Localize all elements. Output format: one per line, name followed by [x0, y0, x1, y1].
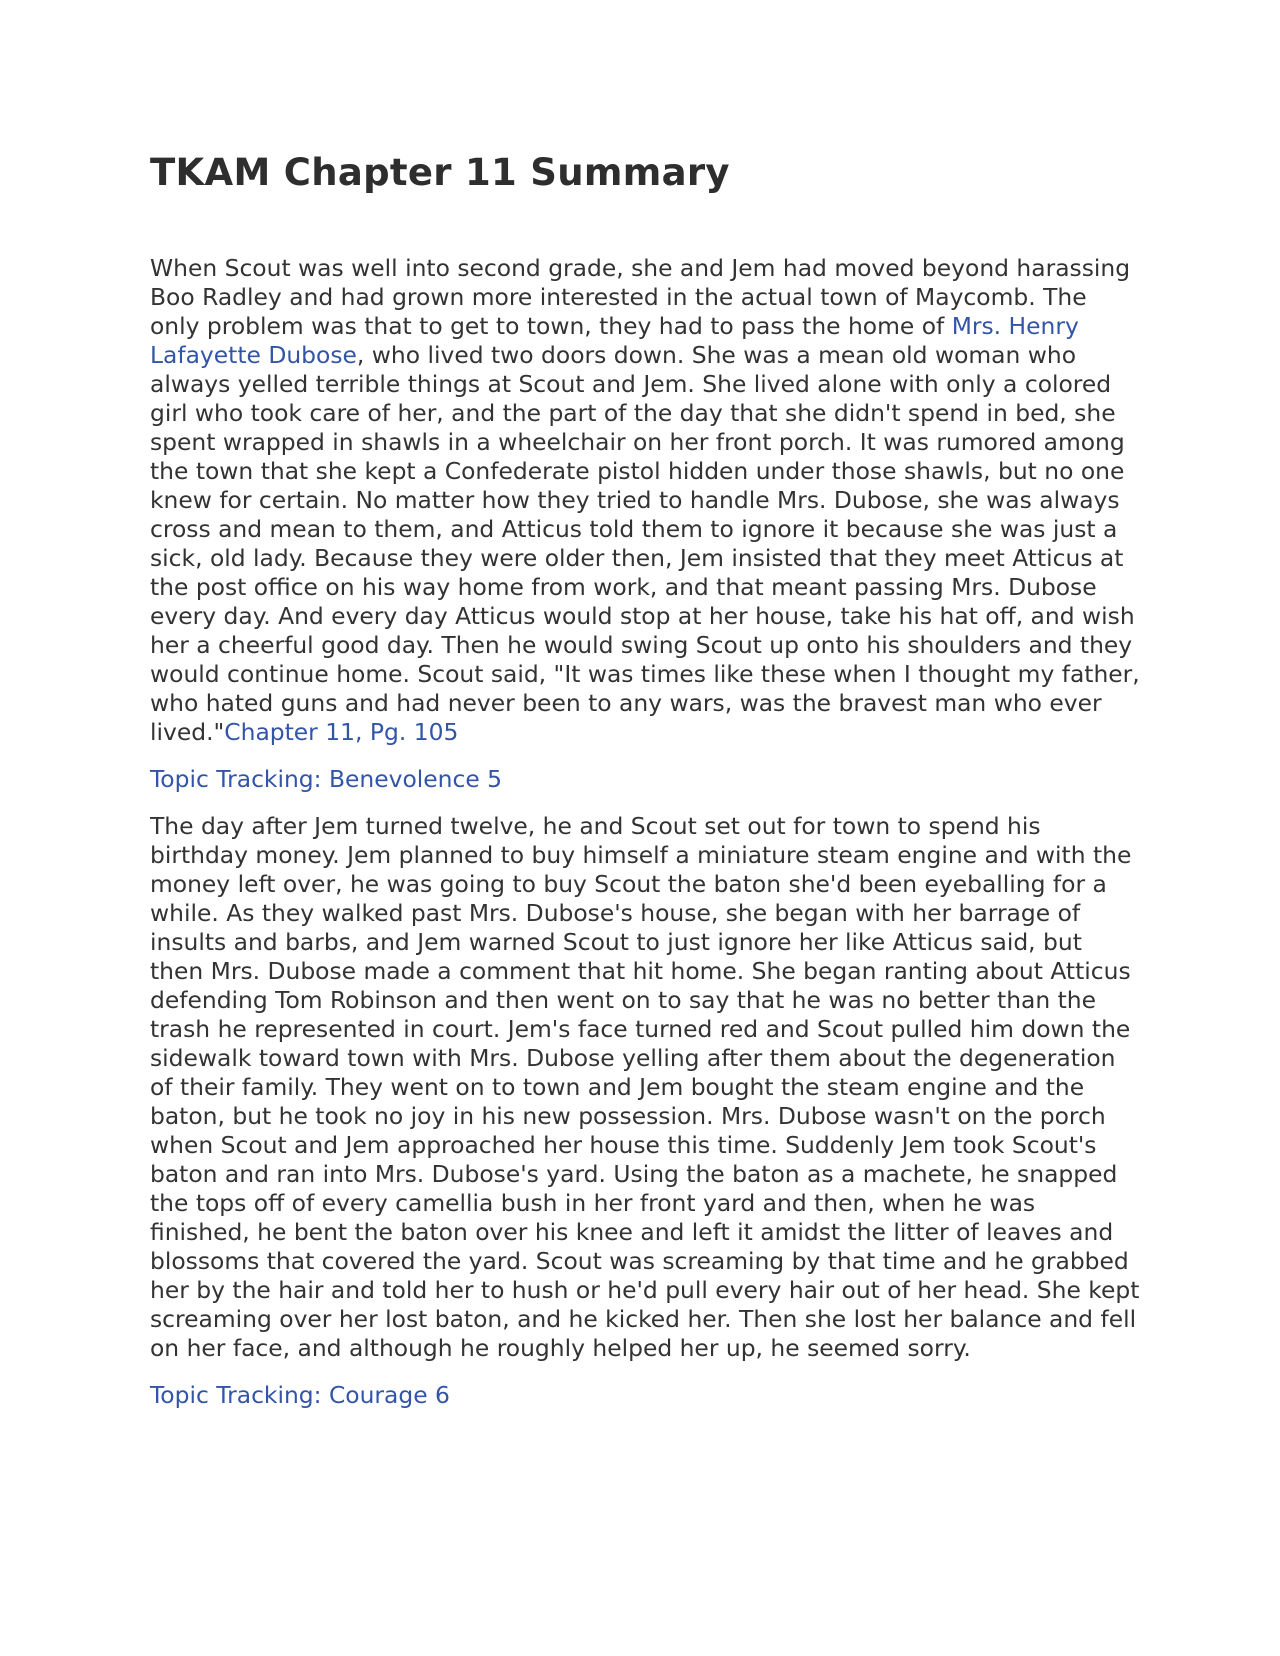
link-topic-benevolence[interactable]: Topic Tracking: Benevolence 5: [150, 765, 503, 793]
link-chapter-citation[interactable]: Chapter 11, Pg. 105: [224, 718, 459, 746]
summary-paragraph-2: The day after Jem turned twelve, he and Scout set out for town to spend his birthday money. Jem planned to buy himself a miniature steam engine and with the money left over, he was going to buy Scout the baton she'd been eyeballing for a while. As they walked past Mrs. Dubose's house, she began with her barrage of insults and barbs, and Jem warned Scout to just ignore her like Atticus said, but then Mrs. Dubose made a comment that hit home. She began ranting about Atticus defending Tom Robinson and then went on to say that he was no better than the trash he represented in court. Jem's face turned red and Scout pulled him down the sidewalk toward town with Mrs. Dubose yelling after them about the degeneration of their family. They went on to town and Jem bought the steam engine and the baton, but he took no joy in his new possession. Mrs. Dubose wasn't on the porch when Scout and Jem approached her house this time. Suddenly Jem took Scout's baton and ran into Mrs. Dubose's yard. Using the baton as a machete, he snapped the tops off of every camellia bush in her front yard and then, when he was finished, he bent the baton over his knee and left it amidst the litter of leaves and blossoms that covered the yard. Scout was screaming by that time and he grabbed her by the hair and told her to hush or he'd pull every hair out of her head. She kept screaming over her lost baton, and he kicked her. Then she lost her balance and fell on her face, and although he roughly helped her up, he seemed sorry.: [150, 812, 1140, 1362]
link-mrs-dubose[interactable]: Mrs. Henry Lafayette Dubose: [150, 312, 1079, 369]
page-title: TKAM Chapter 11 Summary: [150, 151, 730, 194]
paragraph-1-text-end: , who lived two doors down. She was a mean old woman who always yelled terrible things at Scout and Jem. She lived alone with only a colored girl who took care of her, and the part of the day that she didn't spend in bed, she spent wrapped in shawls in a wheelchair on her front porch. It was rumored among the town that she kept a Confederate pistol hidden under those shawls, but no one knew for certain. No matter how they tried to handle Mrs. Dubose, she was always cross and mean to them, and Atticus told them to ignore it because she was just a sick, old lady. Because they were older then, Jem insisted that they meet Atticus at the post office on his way home from work, and that meant passing Mrs. Dubose every day. And every day Atticus would stop at her house, take his hat off, and wish her a cheerful good day. Then he would swing Scout up onto his shoulders and they would continue home. Scout said, "It was times like these when I thought my father, who hated guns and had never been to any wars, was the bravest man who ever lived.": [150, 341, 1140, 746]
summary-paragraph-1: [150, 254, 1140, 747]
paragraph-1-text-start: When Scout was well into second grade, she and Jem had moved beyond harassing Boo Radley and had grown more interested in the actual town of Maycomb. The only problem was that to get to town, they had to pass the home of: [150, 254, 1131, 340]
document-page: [150, 148, 1140, 1410]
topic-tracking-1: [150, 765, 1140, 794]
link-topic-courage[interactable]: Topic Tracking: Courage 6: [150, 1381, 450, 1409]
topic-tracking-2: [150, 1381, 1140, 1410]
